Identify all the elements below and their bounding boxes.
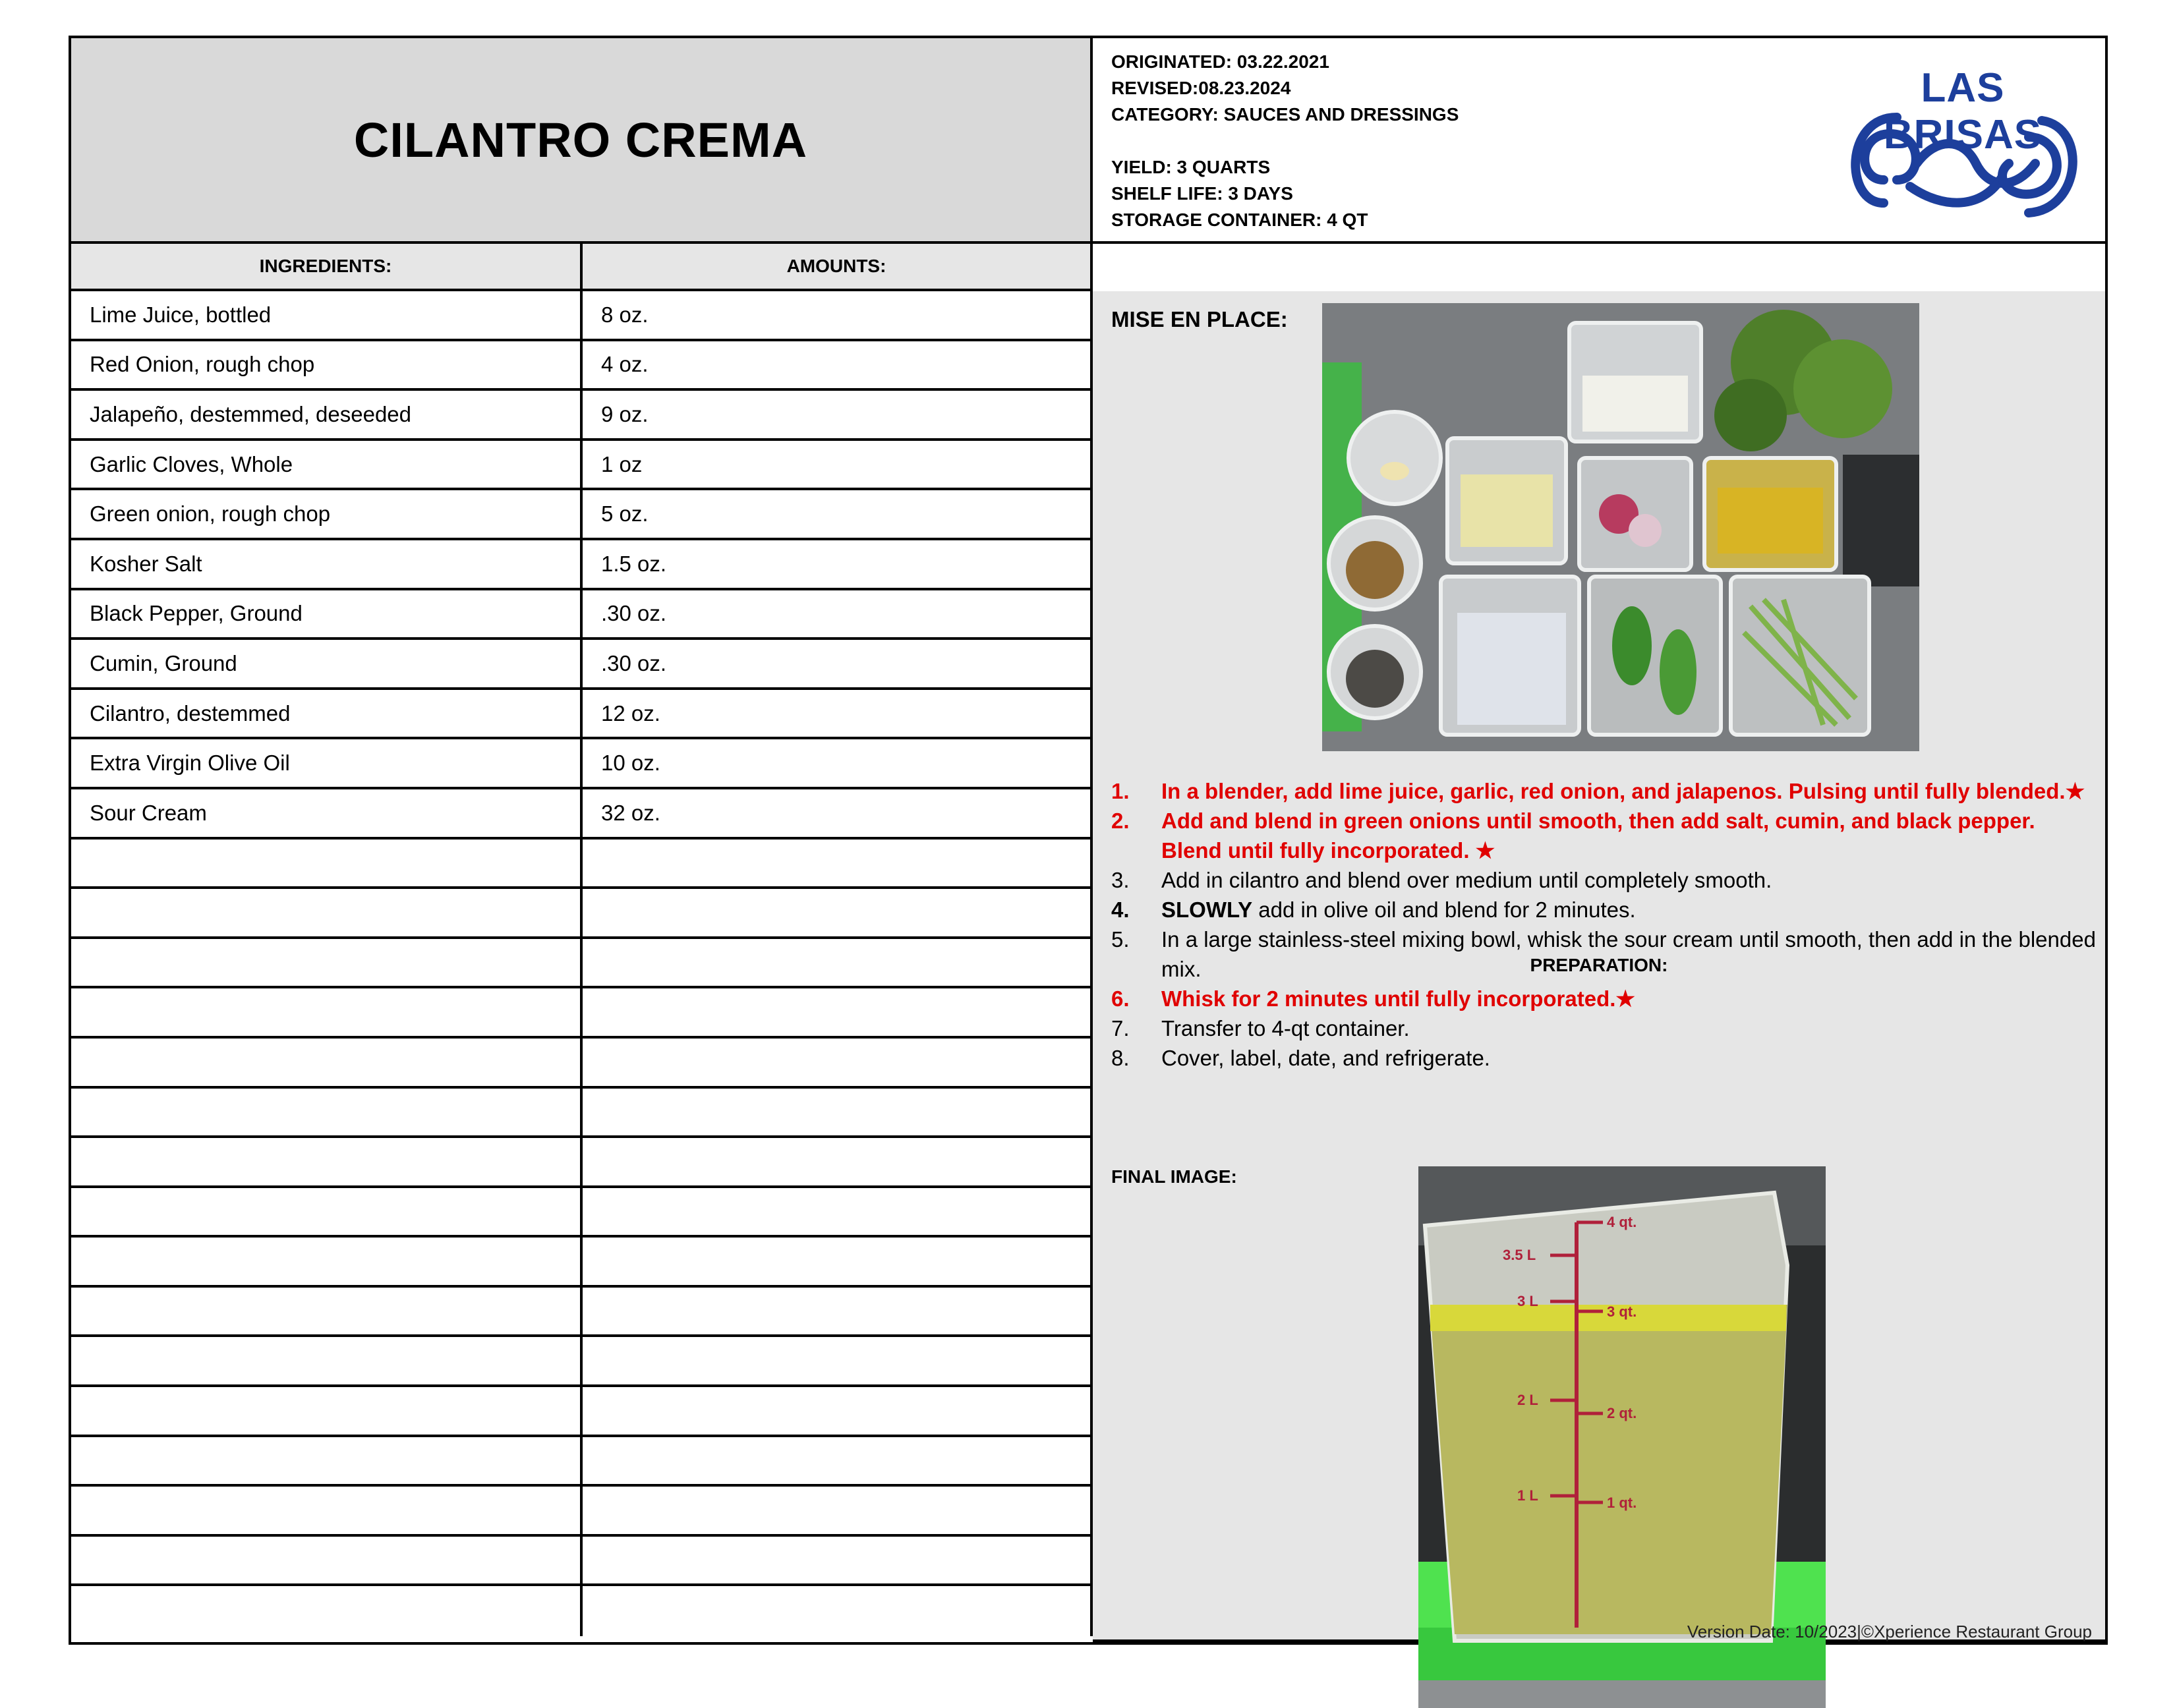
ingredient-amount [583, 1337, 1093, 1384]
step-number: 4. [1111, 897, 1130, 922]
ingredient-amount [583, 840, 1093, 887]
version-footer: Version Date: 10/2023|©Xperience Restaurant Group [1687, 1622, 2092, 1641]
ingredient-amount: 12 oz. [583, 690, 1093, 737]
ingredient-name: Lime Juice, bottled [71, 291, 583, 339]
ingredient-row [71, 540, 1093, 590]
ingredient-name [71, 1089, 583, 1136]
ingredient-amount [583, 889, 1093, 936]
ingredient-row [71, 1487, 1093, 1537]
ingredient-amount: 8 oz. [583, 291, 1093, 339]
ingredient-row [71, 1039, 1093, 1089]
final-image-label: FINAL IMAGE: [1111, 1166, 1237, 1187]
preparation-section [1093, 291, 2105, 1642]
ingredient-name [71, 889, 583, 936]
ingredient-name: Red Onion, rough chop [71, 341, 583, 389]
ingredient-row [71, 889, 1093, 939]
mark-3-5l: 3.5 L [1503, 1247, 1536, 1263]
meta-block [1111, 49, 1459, 233]
step-number: 8. [1111, 1046, 1130, 1070]
step-number: 7. [1111, 1016, 1130, 1040]
ingredient-name [71, 840, 583, 887]
ingredient-name: Extra Virgin Olive Oil [71, 739, 583, 787]
ingredient-row [71, 739, 1093, 789]
ingredient-name [71, 1487, 583, 1534]
ingredient-row [71, 939, 1093, 989]
shelf-life: SHELF LIFE: 3 DAYS [1111, 183, 1293, 204]
mise-en-place-label: MISE EN PLACE: [1111, 307, 1288, 331]
ingredient-amount: 5 oz. [583, 490, 1093, 538]
step-text: Add in cilantro and blend over medium until completely smooth. [1161, 868, 1772, 892]
step-item [1111, 1043, 2100, 1073]
ingredient-row [71, 1238, 1093, 1288]
ingredients-table [71, 291, 1093, 1636]
ingredient-row [71, 291, 1093, 341]
mark-2l: 2 L [1517, 1392, 1538, 1408]
amounts-header: AMOUNTS: [583, 244, 1093, 291]
step-text: Cover, label, date, and refrigerate. [1161, 1046, 1490, 1070]
ingredient-name: Black Pepper, Ground [71, 590, 583, 638]
ingredient-amount [583, 1039, 1093, 1086]
ingredient-amount [583, 939, 1093, 986]
ingredient-name: Cumin, Ground [71, 640, 583, 687]
ingredient-name: Sour Cream [71, 789, 583, 837]
ingredient-amount [583, 1387, 1093, 1435]
title-cell [71, 38, 1093, 244]
ingredient-amount: .30 oz. [583, 640, 1093, 687]
mark-2qt: 2 qt. [1607, 1405, 1637, 1421]
ingredient-amount [583, 1586, 1093, 1636]
ingredient-amount: 1 oz [583, 441, 1093, 488]
ingredient-name: Kosher Salt [71, 540, 583, 588]
ingredient-name [71, 1039, 583, 1086]
step-item [1111, 865, 2100, 895]
recipe-title: CILANTRO CREMA [353, 112, 808, 167]
ingredient-row [71, 1089, 1093, 1139]
ingredient-amount [583, 1487, 1093, 1534]
step-emphasis: SLOWLY [1161, 897, 1253, 922]
mark-3qt: 3 qt. [1607, 1303, 1637, 1320]
mark-1l: 1 L [1517, 1487, 1538, 1504]
ingredient-row [71, 1188, 1093, 1238]
ingredient-row [71, 840, 1093, 890]
step-item [1111, 925, 2100, 984]
ingredient-amount [583, 1089, 1093, 1136]
step-number: 6. [1111, 986, 1130, 1011]
step-text: In a blender, add lime juice, garlic, red onion, and jalapenos. Pulsing until fully blended.★ [1161, 779, 2085, 803]
ingredient-name [71, 1337, 583, 1384]
ingredient-amount [583, 1437, 1093, 1485]
ingredient-row [71, 1437, 1093, 1487]
meta-cell [1093, 38, 2105, 244]
ingredient-row [71, 1138, 1093, 1188]
ingredient-amount [583, 1138, 1093, 1185]
ingredient-name [71, 939, 583, 986]
las-brisas-logo [1844, 65, 2081, 229]
ingredient-name [71, 1537, 583, 1584]
originated-date: ORIGINATED: 03.22.2021 [1111, 51, 1329, 72]
storage-container: STORAGE CONTAINER: 4 QT [1111, 210, 1368, 230]
ingredient-name [71, 1188, 583, 1236]
ingredient-name [71, 1387, 583, 1435]
step-item [1111, 984, 2100, 1013]
ingredient-amount [583, 988, 1093, 1036]
step-number: 5. [1111, 927, 1130, 952]
preparation-steps [1111, 776, 2100, 1073]
logo-text: LAS BRISAS [1883, 65, 2043, 157]
ingredient-amount: .30 oz. [583, 590, 1093, 638]
ingredient-name: Cilantro, destemmed [71, 690, 583, 737]
recipe-sheet [69, 36, 2108, 1645]
mark-4qt: 4 qt. [1607, 1214, 1637, 1230]
mark-3l: 3 L [1517, 1293, 1538, 1309]
ingredient-row [71, 640, 1093, 690]
ingredient-name [71, 1138, 583, 1185]
ingredient-row [71, 1387, 1093, 1437]
mark-1qt: 1 qt. [1607, 1494, 1637, 1511]
step-text: Whisk for 2 minutes until fully incorporated.★ [1161, 986, 1635, 1011]
ingredient-amount: 32 oz. [583, 789, 1093, 837]
step-text: In a large stainless-steel mixing bowl, whisk the sour cream until smooth, then add in the blended mix. [1161, 927, 2096, 981]
ingredient-row [71, 341, 1093, 391]
ingredient-amount: 4 oz. [583, 341, 1093, 389]
ingredient-name [71, 1238, 583, 1285]
ingredient-amount [583, 1537, 1093, 1584]
ingredient-amount: 1.5 oz. [583, 540, 1093, 588]
ingredient-row [71, 490, 1093, 540]
ingredient-name [71, 988, 583, 1036]
step-number: 2. [1111, 809, 1130, 833]
ingredient-name: Garlic Cloves, Whole [71, 441, 583, 488]
ingredient-amount: 9 oz. [583, 391, 1093, 438]
preparation-header: PREPARATION: [1093, 291, 2105, 1642]
ingredient-row [71, 391, 1093, 441]
ingredient-row [71, 1288, 1093, 1338]
ingredient-row [71, 988, 1093, 1039]
category: CATEGORY: SAUCES AND DRESSINGS [1111, 104, 1459, 125]
ingredient-row [71, 1537, 1093, 1587]
step-text: Add and blend in green onions until smooth, then add salt, cumin, and black pepper. Blend until fully incorporated. ★ [1161, 809, 2035, 863]
ingredient-row [71, 590, 1093, 640]
step-item [1111, 776, 2100, 806]
ingredient-amount [583, 1238, 1093, 1285]
ingredients-header: INGREDIENTS: [71, 244, 583, 291]
step-text: add in olive oil and blend for 2 minutes. [1252, 897, 1636, 922]
step-item [1111, 806, 2100, 865]
revised-date: REVISED:08.23.2024 [1111, 78, 1291, 98]
mise-en-place-photo [1322, 303, 1919, 751]
ingredient-name: Jalapeño, destemmed, deseeded [71, 391, 583, 438]
ingredient-name: Green onion, rough chop [71, 490, 583, 538]
ingredient-row [71, 441, 1093, 491]
ingredient-row [71, 789, 1093, 840]
ingredient-amount: 10 oz. [583, 739, 1093, 787]
step-item [1111, 1013, 2100, 1043]
step-item [1111, 895, 2100, 925]
ingredient-name [71, 1586, 583, 1636]
step-number: 1. [1111, 779, 1130, 803]
ingredient-row [71, 1586, 1093, 1636]
ingredient-name [71, 1437, 583, 1485]
ingredient-row [71, 1337, 1093, 1387]
step-number: 3. [1111, 868, 1130, 892]
ingredient-row [71, 690, 1093, 740]
ingredient-amount [583, 1288, 1093, 1335]
ingredient-amount [583, 1188, 1093, 1236]
ingredient-name [71, 1288, 583, 1335]
step-text: Transfer to 4-qt container. [1161, 1016, 1410, 1040]
yield: YIELD: 3 QUARTS [1111, 157, 1271, 177]
